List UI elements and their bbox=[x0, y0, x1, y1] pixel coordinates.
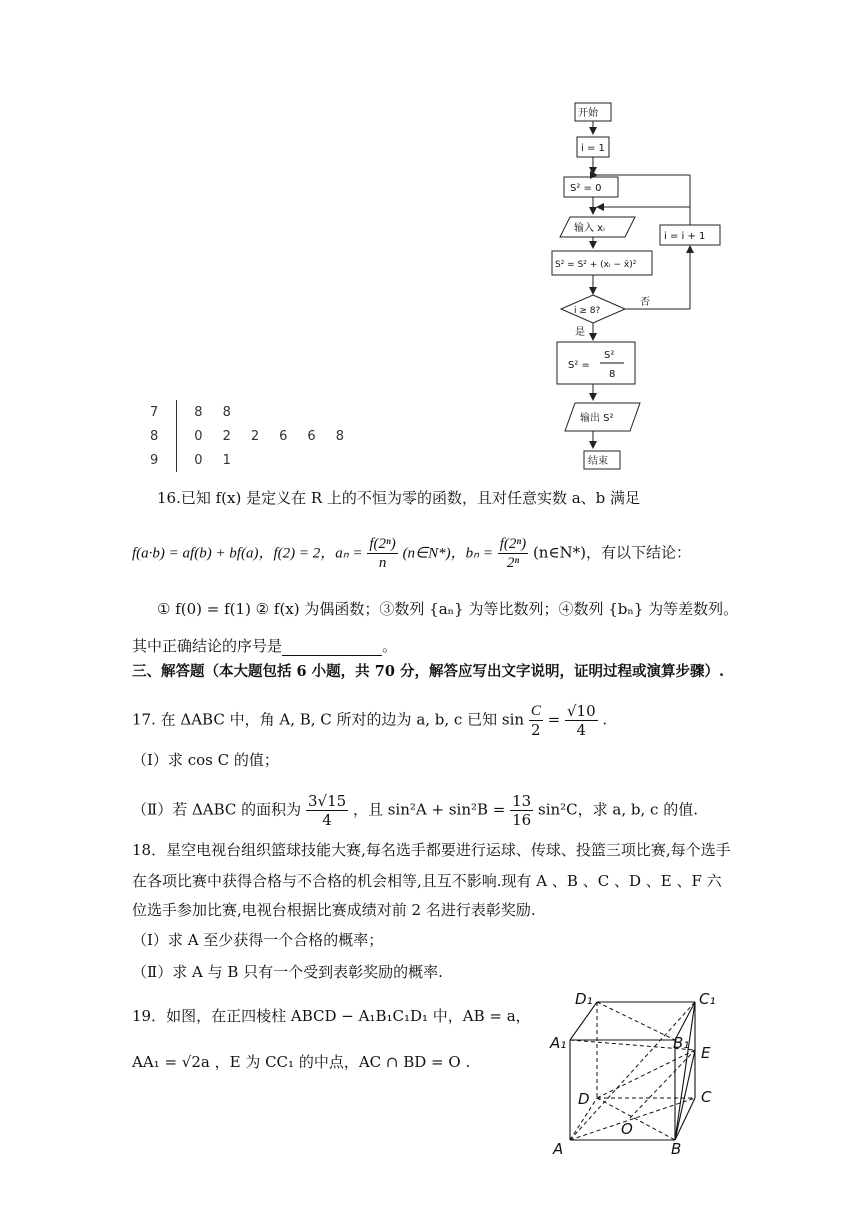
stem-7: 7 bbox=[150, 404, 159, 420]
fc-cond: i ≥ 8? bbox=[574, 306, 601, 316]
q16-line2: f(a·b) = af(b) + bf(a)，f(2) = 2，aₙ = $\frac{\text{f(2ⁿ)}}{n}$ (n∈N*)，bₙ = $\frac{\text{f(2ⁿ)}}{\text{2ⁿ}}$ (n∈N*)，有以下结论： bbox=[132, 536, 692, 571]
flowchart bbox=[540, 95, 750, 475]
q16-line4: 其中正确结论的序号是 。 bbox=[132, 637, 398, 655]
leaf: 2 bbox=[250, 428, 260, 444]
stem-9: 9 bbox=[150, 452, 159, 468]
q16-line3: ① f(0) = f(1) ② f(x) 为偶函数；③数列 {aₙ} 为等比数列；④数列 {bₙ} 为等差数列。 bbox=[157, 600, 739, 618]
q19-line1: 19．如图，在正四棱柱 ABCD − A₁B₁C₁D₁ 中，AB = a， bbox=[132, 1007, 531, 1025]
fc-no: 否 bbox=[640, 297, 650, 308]
q17-part1: （Ⅰ）求 cos C 的值； bbox=[132, 751, 279, 769]
q17-stem: 17. 在 ΔABC 中，角 A, B, C 所对的边为 a, b, c 已知 sin $\frac{C}{2}$ = $\frac{√10}{4}$ . bbox=[132, 702, 608, 739]
q18-line1: 18．星空电视台组织篮球技能大赛,每名选手都要进行运球、传球、投篮三项比赛,每个选手 bbox=[132, 841, 731, 859]
label-O: O bbox=[621, 1120, 633, 1138]
label-B1: B₁ bbox=[673, 1034, 690, 1052]
fc-update-s: S² = S² + (xᵢ − x̄)² bbox=[555, 260, 637, 270]
fc-init-s: S² = 0 bbox=[570, 183, 602, 194]
fc-input: 输入 xᵢ bbox=[574, 223, 605, 234]
label-D: D bbox=[578, 1090, 590, 1108]
q18-line2: 在各项比赛中获得合格与不合格的机会相等,且互不影响.现有 A 、B 、C 、D 、E 、F 六 bbox=[132, 872, 722, 890]
q18-part2: （Ⅱ）求 A 与 B 只有一个受到表彰奖励的概率. bbox=[132, 963, 443, 981]
leaf: 6 bbox=[279, 428, 288, 444]
q17-part2: （Ⅱ）若 ΔABC 的面积为 $\frac{3√15}{4}$ ，且 sin²A + sin²B = $\frac{13}{16}$ sin²C，求 a, b, c 的值. bbox=[132, 792, 698, 829]
prism-diagram bbox=[545, 988, 730, 1158]
leaf: 8 bbox=[222, 404, 231, 420]
q18-part1: （Ⅰ）求 A 至少获得一个合格的概率； bbox=[132, 931, 384, 949]
label-C: C bbox=[701, 1088, 712, 1106]
fc-yes: 是 bbox=[575, 327, 585, 338]
leaf: 0 bbox=[194, 452, 203, 468]
leaf: 8 bbox=[335, 428, 344, 444]
fc-incr: i = i + 1 bbox=[664, 231, 706, 242]
label-E: E bbox=[701, 1044, 711, 1062]
fc-end: 结束 bbox=[588, 456, 608, 467]
q18-line3: 位选手参加比赛,电视台根据比赛成绩对前 2 名进行表彰奖励. bbox=[132, 901, 536, 919]
answer-blank bbox=[282, 641, 382, 656]
label-A1: A₁ bbox=[550, 1034, 567, 1052]
label-A: A bbox=[553, 1140, 564, 1158]
label-D1: D₁ bbox=[575, 990, 593, 1008]
q19-line2: AA₁ = √2a ，E 为 CC₁ 的中点，AC ∩ BD = O . bbox=[132, 1053, 471, 1071]
leaf: 8 bbox=[194, 404, 203, 420]
stem-8: 8 bbox=[150, 428, 159, 444]
fc-div-num: S² bbox=[604, 350, 615, 361]
leaf: 2 bbox=[222, 428, 231, 444]
q16-line1: 16.已知 f(x) 是定义在 R 上的不恒为零的函数，且对任意实数 a、b 满足 bbox=[157, 489, 641, 507]
leaf: 1 bbox=[222, 452, 231, 468]
fc-div-left: S² = bbox=[568, 360, 590, 371]
fc-init-i: i = 1 bbox=[581, 143, 605, 154]
leaf: 0 bbox=[194, 428, 203, 444]
fc-div-den: 8 bbox=[609, 369, 616, 380]
fc-start: 开始 bbox=[578, 108, 598, 119]
fc-output: 输出 S² bbox=[580, 413, 614, 424]
stem-leaf-plot bbox=[140, 400, 354, 472]
section3-heading: 三、解答题（本大题包括 6 小题，共 70 分，解答应写出文字说明，证明过程或演算步骤）. bbox=[132, 663, 725, 680]
label-C1: C₁ bbox=[699, 990, 716, 1008]
leaf: 6 bbox=[307, 428, 316, 444]
label-B: B bbox=[671, 1140, 682, 1158]
